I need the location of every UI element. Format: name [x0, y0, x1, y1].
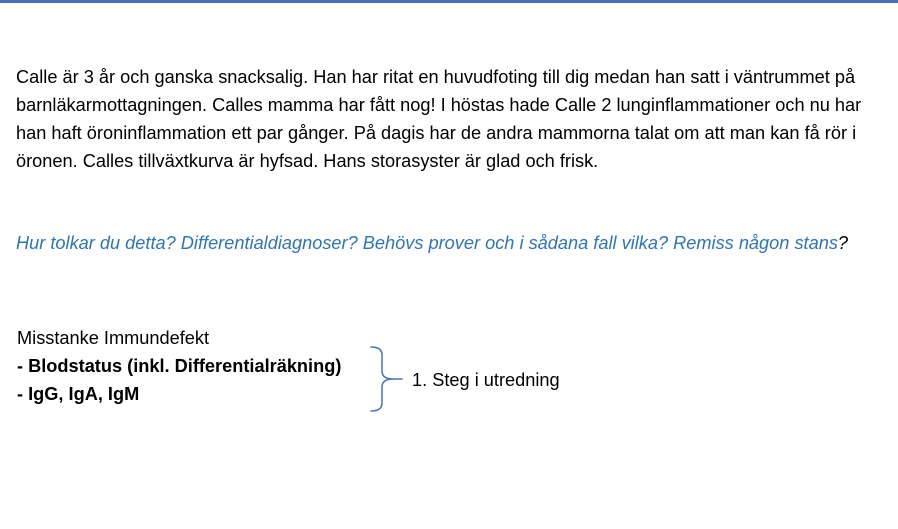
test-item-blood-count: - Blodstatus (inkl. Differentialräkning)	[17, 356, 342, 376]
questions-end-mark: ?	[837, 233, 849, 253]
test-item-immunoglobulins: - IgG, IgA, IgM	[17, 384, 140, 404]
questions-text: Hur tolkar du detta? Differentialdiagnoser? Behövs prover och i sådana fall vilka? Remiss någon stans	[16, 233, 838, 253]
step-label: 1. Steg i utredning	[412, 370, 560, 390]
right-brace	[366, 346, 406, 412]
top-accent-bar	[0, 0, 898, 3]
discussion-questions	[16, 229, 886, 257]
case-description: Calle är 3 år och ganska snacksalig. Han har ritat en huvudfoting till dig medan han satt i väntrummet på barnläkarmottagningen. Calles mamma har fått nog! I höstas hade Calle 2 lunginflammationer och nu har han haft öroninflammation ett par gånger. På dagis har de andra mammorna talat om att man kan få rör i öronen. Calles tillväxtkurva är hyfsad. Hans storasyster är glad och frisk.	[16, 67, 862, 171]
suspicion-heading: Misstanke Immundefekt	[17, 328, 210, 348]
